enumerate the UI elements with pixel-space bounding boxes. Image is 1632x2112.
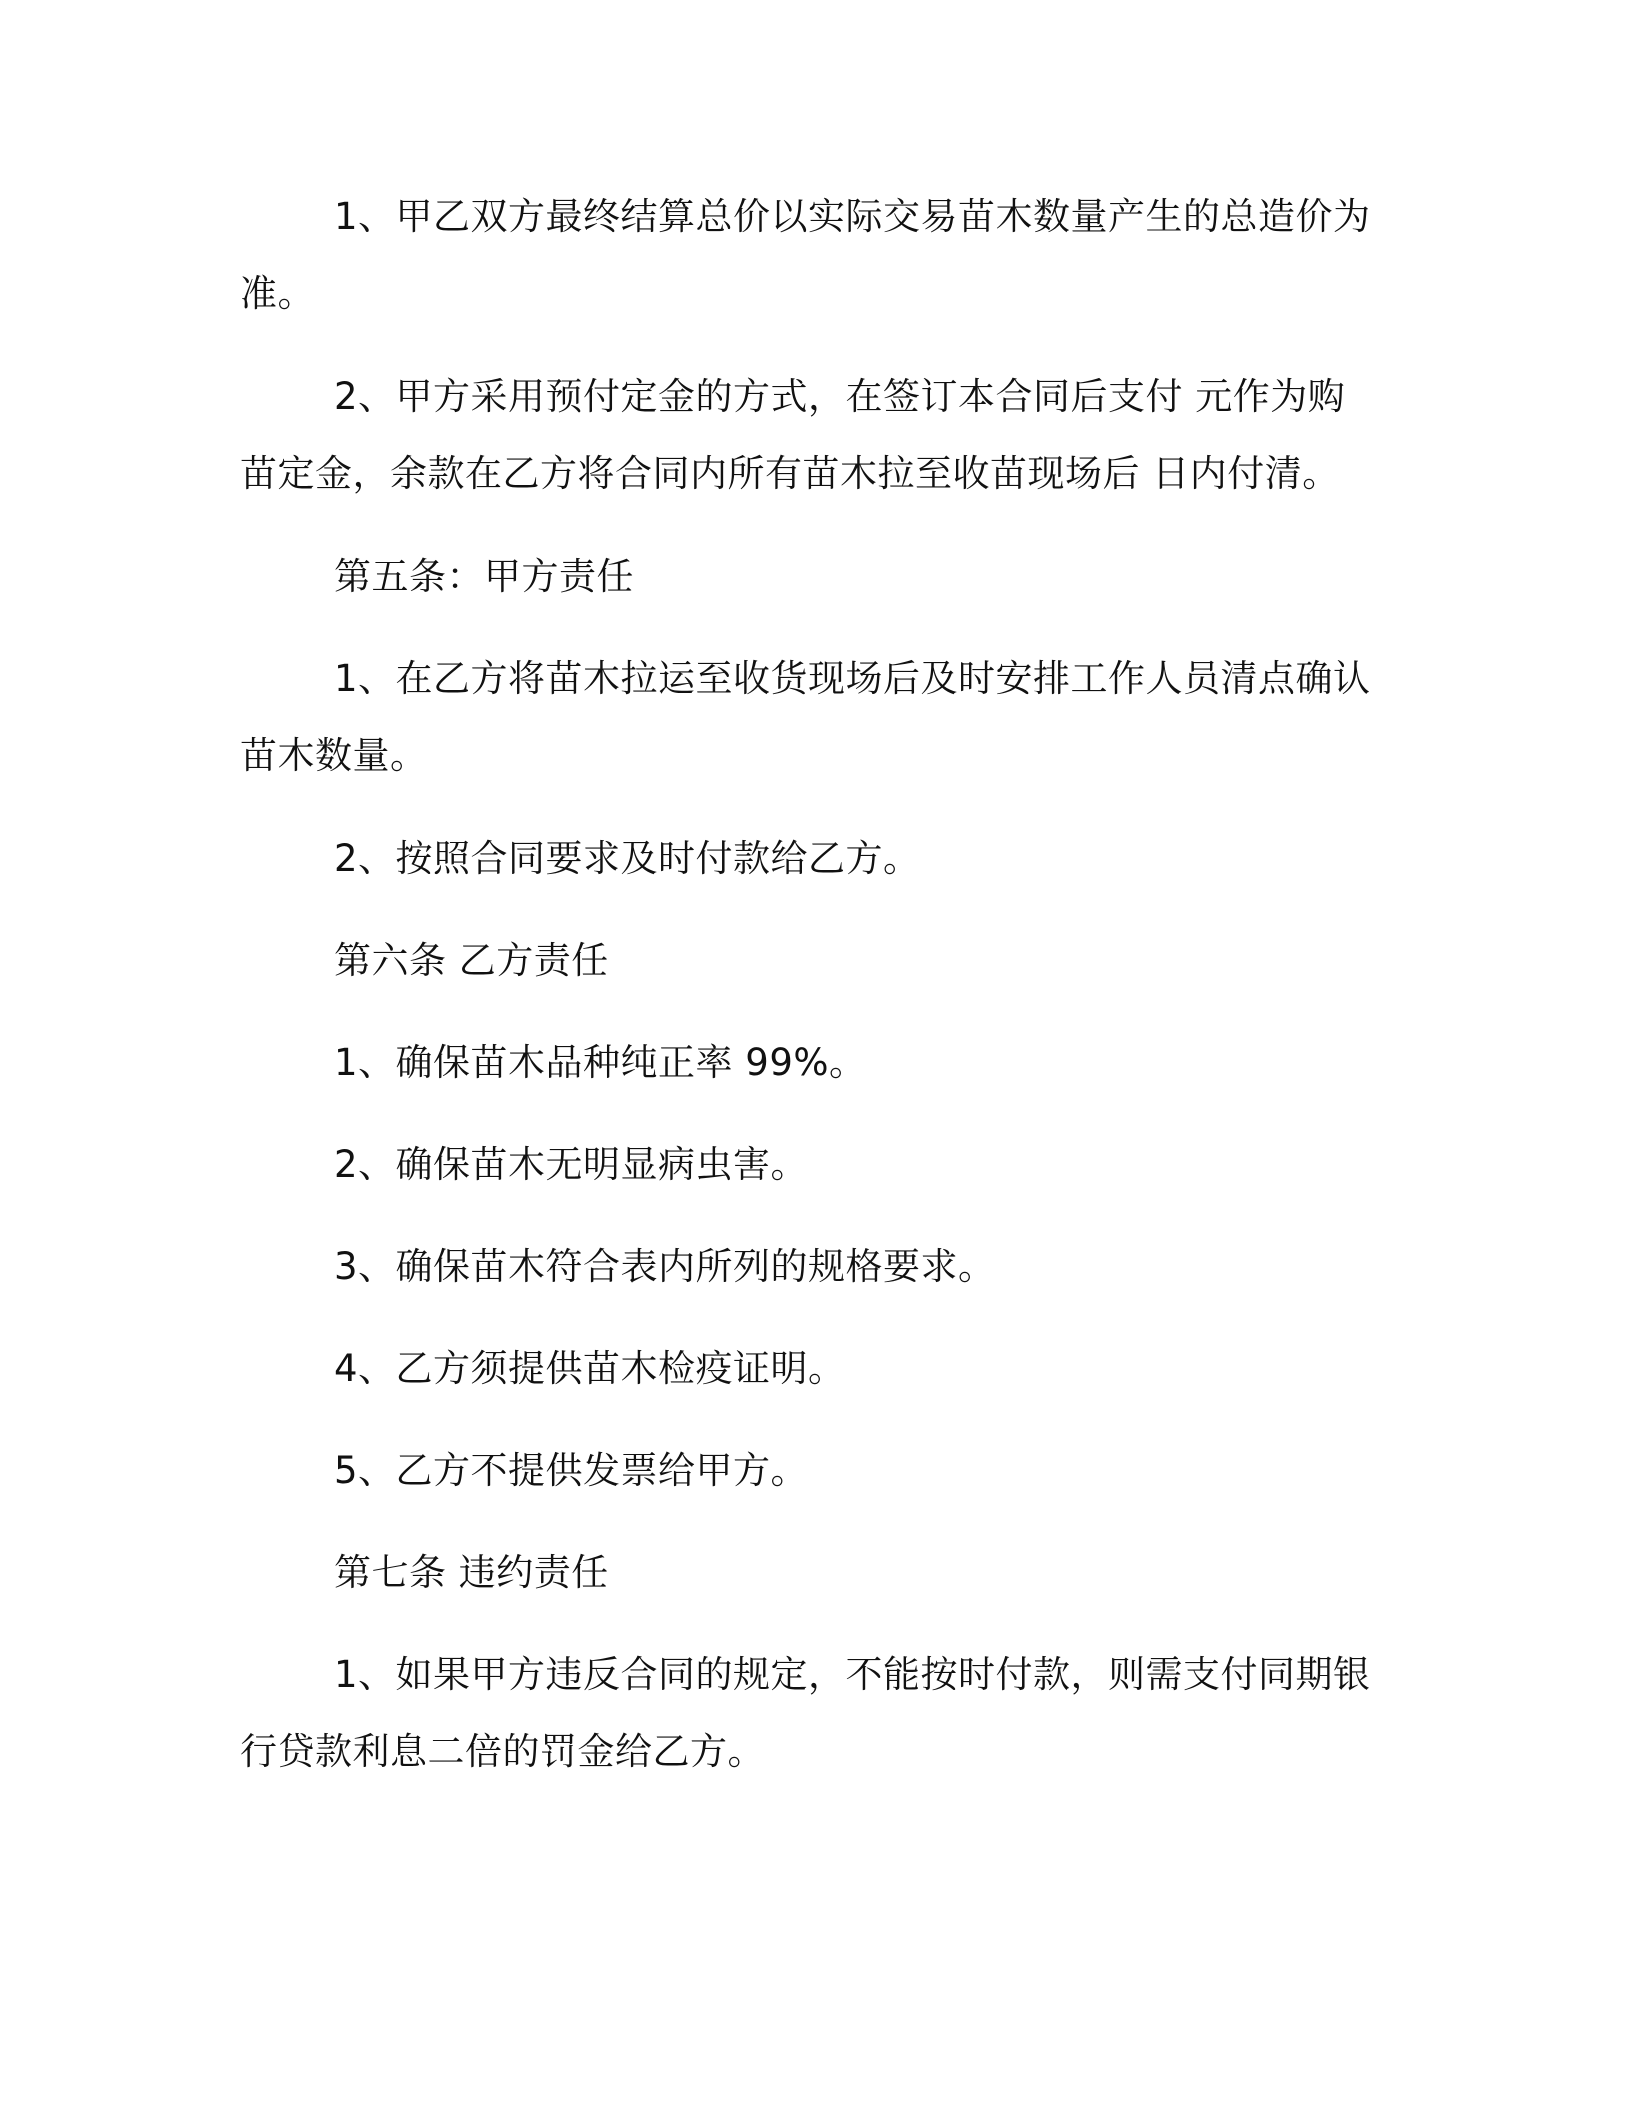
clause-5-heading: 第五条：甲方责任: [334, 555, 634, 598]
clause-7-item-1: 1、如果甲方违反合同的规定，不能按时付款，则需支付同期银行贷款利息二倍的罚金给乙方。: [240, 1653, 1371, 1773]
clause-6-item-1: 1、确保苗木品种纯正率 99%。: [334, 1041, 867, 1084]
clause-6-item-2: 2、确保苗木无明显病虫害。: [334, 1143, 809, 1186]
clause-6-item-3: 3、确保苗木符合表内所列的规格要求。: [334, 1245, 996, 1288]
clause-5-item-1: 1、在乙方将苗木拉运至收货现场后及时安排工作人员清点确认苗木数量。: [240, 657, 1371, 777]
clause-6-heading: 第六条 乙方责任: [334, 939, 609, 982]
clause-4-item-2: 2、甲方采用预付定金的方式，在签订本合同后支付 元作为购苗定金，余款在乙方将合同内所有苗木拉至收苗现场后 日内付清。: [240, 375, 1346, 495]
clause-6-item-5: 5、乙方不提供发票给甲方。: [334, 1449, 809, 1492]
clause-7-heading: 第七条 违约责任: [334, 1551, 609, 1594]
clause-5-item-2: 2、按照合同要求及时付款给乙方。: [334, 837, 921, 880]
clause-6-item-4: 4、乙方须提供苗木检疫证明。: [334, 1347, 846, 1390]
clause-4-item-1: 1、甲乙双方最终结算总价以实际交易苗木数量产生的总造价为准。: [240, 195, 1371, 315]
